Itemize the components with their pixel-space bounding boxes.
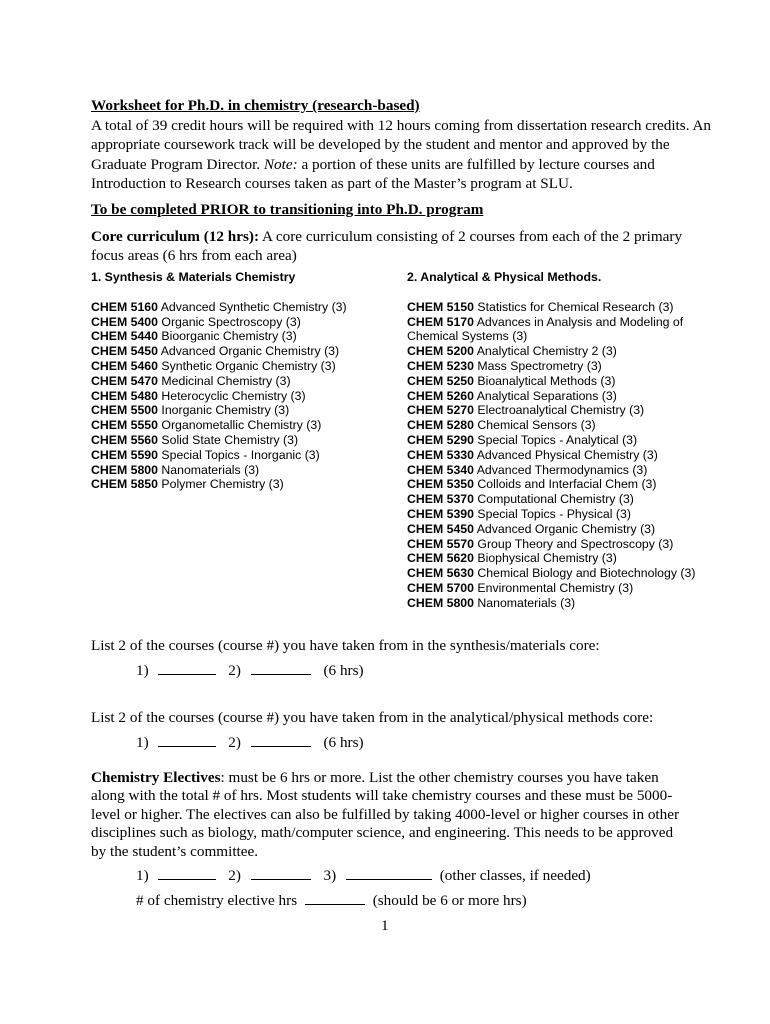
- course-code: CHEM 5350: [407, 477, 474, 492]
- prior-section-heading: To be completed PRIOR to transitioning into Ph.D. program: [91, 201, 484, 218]
- course-code: CHEM 5160: [91, 299, 158, 314]
- analytical-column: [407, 270, 717, 611]
- course-name: Analytical Chemistry 2 (3): [473, 344, 617, 359]
- course-item: [407, 418, 717, 433]
- course-name: Special Topics - Physical (3): [473, 506, 631, 521]
- course-name: Advanced Organic Chemistry (3): [473, 521, 656, 536]
- intro-text-1: A total of 39 credit hours will be required with 12 hours coming from dissertation research credits. An appropriate coursework track will be developed by the student and mentor and approved by the Graduate Program Director.: [91, 116, 712, 173]
- course-code: CHEM 5470: [91, 373, 158, 388]
- analytical-course-list: [407, 300, 717, 611]
- course-code: CHEM 5400: [91, 314, 158, 329]
- course-item: [407, 448, 717, 463]
- course-name: Special Topics - Inorganic (3): [157, 447, 320, 462]
- course-code: CHEM 5620: [407, 551, 474, 566]
- course-name: Bioorganic Chemistry (3): [157, 329, 297, 344]
- electives-label-3: 3): [323, 867, 337, 884]
- course-item: [407, 403, 717, 418]
- course-item: [91, 418, 391, 433]
- course-code: CHEM 5560: [91, 432, 158, 447]
- course-code: CHEM 5450: [91, 344, 158, 359]
- course-code: CHEM 5550: [91, 418, 158, 433]
- course-code: CHEM 5800: [91, 462, 158, 477]
- course-item: [407, 463, 717, 478]
- course-item: [407, 596, 717, 611]
- course-code: CHEM 5370: [407, 492, 474, 507]
- course-item: [91, 329, 391, 344]
- course-name: Analytical Separations (3): [473, 388, 617, 403]
- course-code: CHEM 5800: [407, 595, 474, 610]
- course-code: CHEM 5390: [407, 506, 474, 521]
- course-name: Advanced Thermodynamics (3): [473, 462, 648, 477]
- course-item: [407, 492, 717, 507]
- analytical-label-2: 2): [228, 734, 241, 751]
- course-item: [407, 566, 717, 581]
- course-item: [91, 448, 391, 463]
- course-code: CHEM 5270: [407, 403, 474, 418]
- course-code: CHEM 5340: [407, 462, 474, 477]
- course-item: [407, 477, 717, 492]
- synthesis-hours: (6 hrs): [323, 662, 364, 679]
- course-name: Organometallic Chemistry (3): [157, 418, 322, 433]
- electives-answer-row: [136, 867, 591, 885]
- electives-label: Chemistry Electives: [91, 769, 221, 786]
- elective-3-field[interactable]: [346, 867, 432, 880]
- course-item: [91, 300, 391, 315]
- course-item: [91, 477, 391, 492]
- course-code: CHEM 5440: [91, 329, 158, 344]
- analytical-label-1: 1): [136, 734, 149, 751]
- course-name: Special Topics - Analytical (3): [473, 432, 638, 447]
- course-code: CHEM 5260: [407, 388, 474, 403]
- course-item: [91, 374, 391, 389]
- electives-label-2: 2): [228, 867, 241, 884]
- course-item: [407, 315, 717, 345]
- course-item: [407, 537, 717, 552]
- synthesis-column: [91, 270, 391, 492]
- course-item: [407, 300, 717, 315]
- elective-hours-row: [136, 892, 527, 910]
- course-item: [407, 344, 717, 359]
- analytical-prompt: List 2 of the courses (course #) you have taken from in the analytical/physical methods core:: [91, 709, 654, 726]
- course-item: [407, 433, 717, 448]
- course-name: Bioanalytical Methods (3): [473, 373, 616, 388]
- course-code: CHEM 5460: [91, 358, 158, 373]
- electives-text: : must be 6 hrs or more. List the other chemistry courses you have taken along with the total # of hrs. Most students will take chemistry courses and these must be 5000-level or higher. The electives can also be fulfilled by taking 4000-level or higher courses in other disciplines such as biology, math/computer science, and engineering. This needs to be approved by the student’s committee.: [91, 769, 680, 860]
- course-name: Environmental Chemistry (3): [473, 580, 634, 595]
- elective-2-field[interactable]: [251, 867, 311, 880]
- course-code: CHEM 5500: [91, 403, 158, 418]
- synthesis-course-2-field[interactable]: [251, 662, 311, 675]
- course-name: Colloids and Interfacial Chem (3): [473, 477, 657, 492]
- course-code: CHEM 5290: [407, 432, 474, 447]
- synthesis-prompt: List 2 of the courses (course #) you have taken from in the synthesis/materials core:: [91, 637, 600, 654]
- course-name: Nanomaterials (3): [157, 462, 260, 477]
- course-code: CHEM 5630: [407, 566, 474, 581]
- course-code: CHEM 5200: [407, 344, 474, 359]
- course-item: [91, 433, 391, 448]
- course-name: Advanced Physical Chemistry (3): [473, 447, 658, 462]
- course-code: CHEM 5480: [91, 388, 158, 403]
- course-code: CHEM 5590: [91, 447, 158, 462]
- course-item: [407, 374, 717, 389]
- worksheet-title: Worksheet for Ph.D. in chemistry (research-based): [91, 97, 420, 114]
- course-name: Polymer Chemistry (3): [157, 477, 284, 492]
- core-label: Core curriculum (12 hrs):: [91, 228, 260, 245]
- analytical-course-2-field[interactable]: [251, 734, 311, 747]
- intro-note-label: Note:: [263, 155, 298, 173]
- synthesis-label-1: 1): [136, 662, 149, 679]
- electives-other-note: (other classes, if needed): [439, 867, 591, 884]
- course-code: CHEM 5250: [407, 373, 474, 388]
- electives-label-1: 1): [136, 867, 149, 884]
- page-number: 1: [381, 917, 389, 934]
- intro-text-2: a portion of these units are fulfilled by lecture courses and Introduction to Research courses taken as part of the Master’s program at SLU.: [91, 155, 655, 192]
- course-name: Statistics for Chemical Research (3): [473, 299, 674, 314]
- course-name: Computational Chemistry (3): [473, 492, 634, 507]
- course-name: Group Theory and Spectroscopy (3): [473, 536, 674, 551]
- elective-hours-field[interactable]: [305, 892, 365, 905]
- synthesis-course-1-field[interactable]: [158, 662, 216, 675]
- course-name: Solid State Chemistry (3): [157, 432, 299, 447]
- analytical-heading: 2. Analytical & Physical Methods.: [407, 270, 602, 284]
- course-name: Electroanalytical Chemistry (3): [473, 403, 645, 418]
- course-code: CHEM 5280: [407, 418, 474, 433]
- course-item: [407, 551, 717, 566]
- course-name: Chemical Sensors (3): [473, 418, 596, 433]
- course-code: CHEM 5230: [407, 358, 474, 373]
- course-item: [407, 389, 717, 404]
- course-item: [91, 403, 391, 418]
- core-text: A core curriculum consisting of 2 courses from each of the 2 primary focus areas (6 hrs from each area): [91, 228, 683, 264]
- synthesis-label-2: 2): [228, 662, 241, 679]
- course-item: [91, 315, 391, 330]
- course-item: [407, 522, 717, 537]
- course-name: Biophysical Chemistry (3): [473, 551, 617, 566]
- course-name: Heterocyclic Chemistry (3): [157, 388, 306, 403]
- course-name: Nanomaterials (3): [473, 595, 576, 610]
- course-item: [91, 463, 391, 478]
- course-code: CHEM 5700: [407, 580, 474, 595]
- course-item: [407, 581, 717, 596]
- course-item: [91, 344, 391, 359]
- course-item: [91, 389, 391, 404]
- synthesis-heading: 1. Synthesis & Materials Chemistry: [91, 270, 296, 284]
- course-code: CHEM 5850: [91, 477, 158, 492]
- course-code: CHEM 5330: [407, 447, 474, 462]
- intro-block: [91, 96, 711, 194]
- synthesis-answer-row: [136, 662, 364, 680]
- course-name: Advanced Organic Chemistry (3): [157, 344, 340, 359]
- synthesis-course-list: [91, 300, 391, 492]
- course-name: Chemical Biology and Biotechnology (3): [473, 566, 696, 581]
- course-name: Advances in Analysis and Modeling of Chemical Systems (3): [407, 314, 684, 344]
- course-name: Synthetic Organic Chemistry (3): [157, 358, 336, 373]
- analytical-answer-row: [136, 734, 364, 752]
- elective-hours-label: # of chemistry elective hrs: [136, 892, 298, 909]
- course-code: CHEM 5150: [407, 299, 474, 314]
- course-code: CHEM 5450: [407, 521, 474, 536]
- intro-paragraph: [91, 116, 711, 194]
- core-curriculum: [91, 227, 691, 265]
- course-code: CHEM 5170: [407, 314, 474, 329]
- electives-paragraph: [91, 769, 691, 861]
- course-item: [91, 359, 391, 374]
- analytical-hours: (6 hrs): [323, 734, 364, 751]
- elective-hours-note: (should be 6 or more hrs): [372, 892, 527, 909]
- analytical-course-1-field[interactable]: [158, 734, 216, 747]
- course-name: Advanced Synthetic Chemistry (3): [157, 299, 347, 314]
- course-name: Inorganic Chemistry (3): [157, 403, 290, 418]
- course-name: Medicinal Chemistry (3): [157, 373, 291, 388]
- course-name: Mass Spectrometry (3): [473, 358, 602, 373]
- course-item: [407, 507, 717, 522]
- elective-1-field[interactable]: [158, 867, 216, 880]
- course-item: [407, 359, 717, 374]
- course-code: CHEM 5570: [407, 536, 474, 551]
- course-name: Organic Spectroscopy (3): [157, 314, 301, 329]
